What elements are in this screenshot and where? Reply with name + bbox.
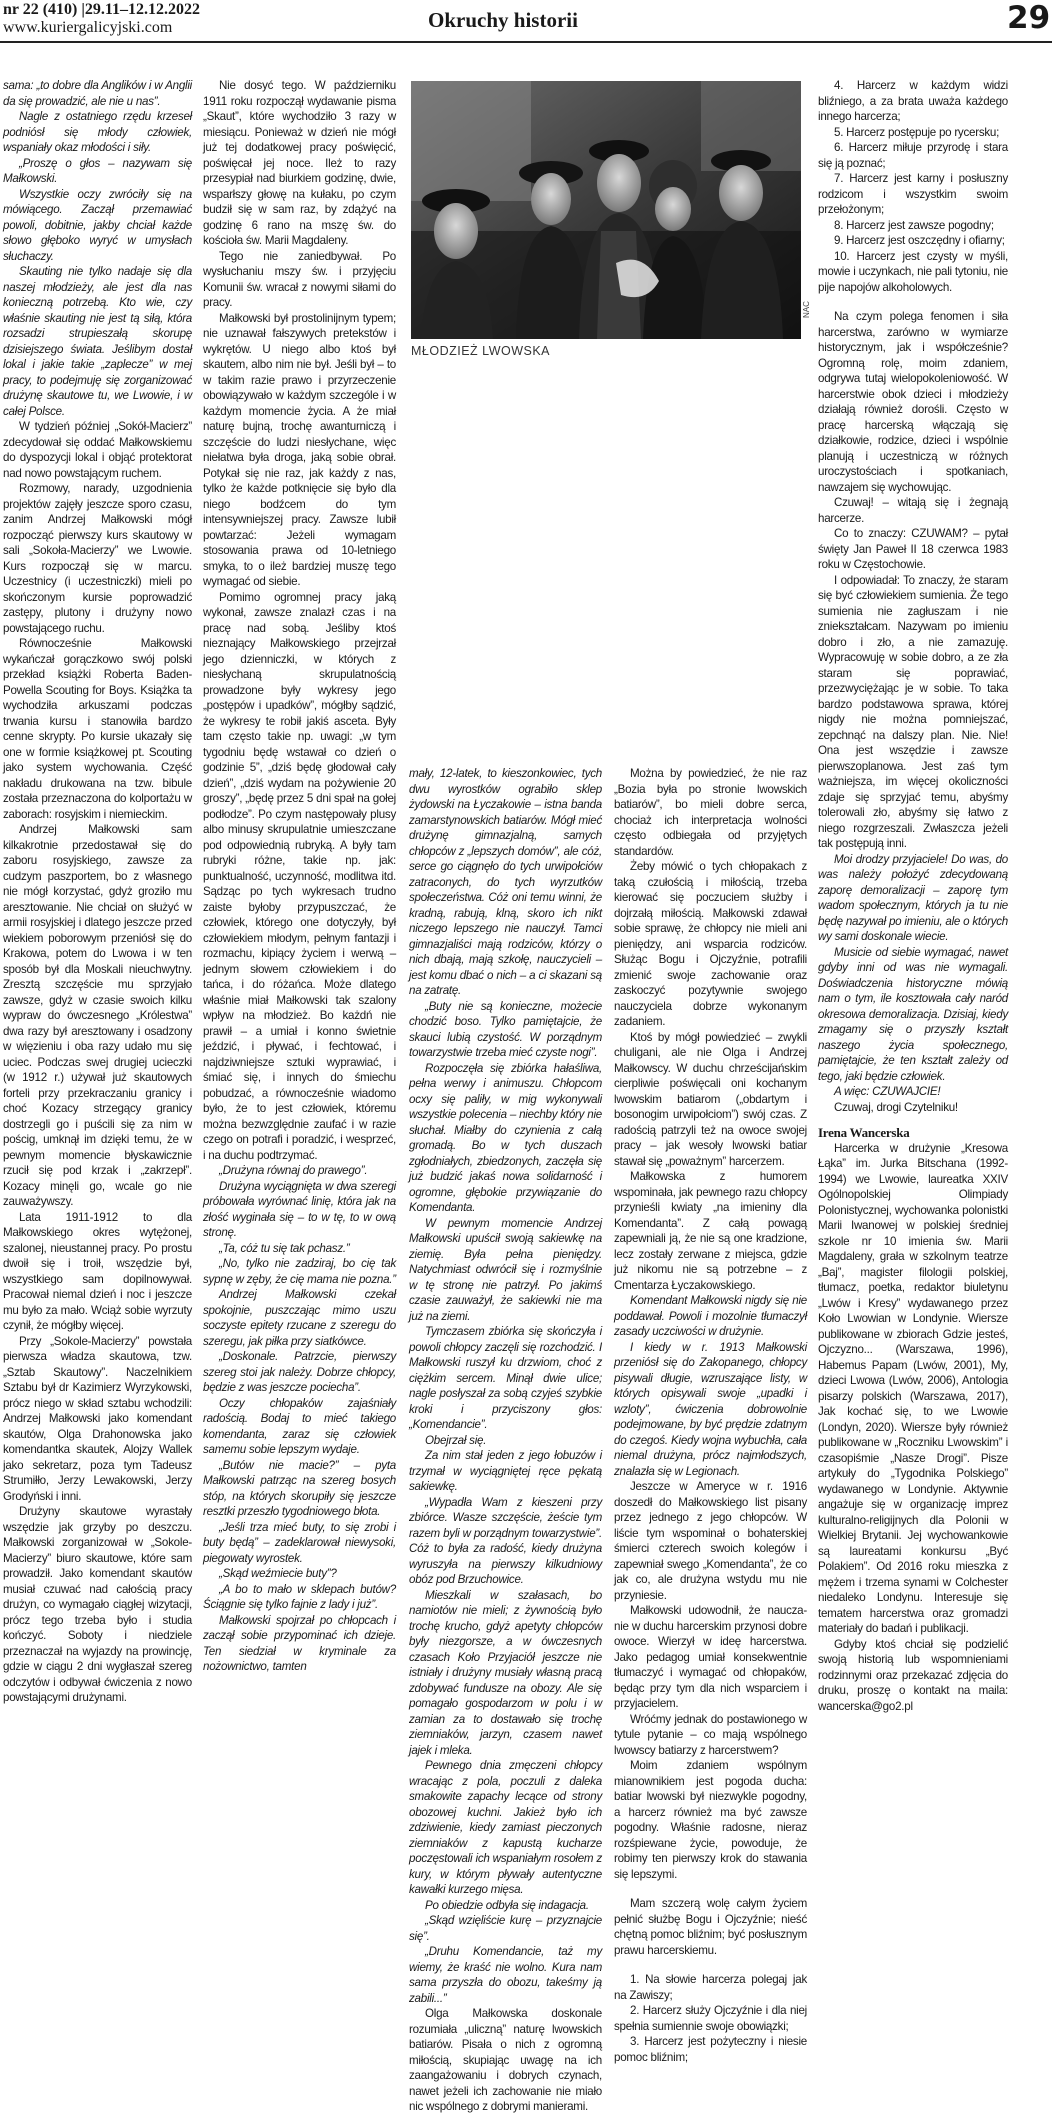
paragraph: Nie dosyć tego. W październiku 1911 roku rozpoczął wydawanie pisma „Skaut”, które wychodziło 3 razy w miesiącu. Ponieważ w dzień nie mógł już tej dodatkowej pracy poświęcić, poświęcał jej noce. Ileż to razy przesypiał nad biurkiem godzinę, dwie, wsparłszy głowę na kułaku, po czym budził się w sam raz, by zdążyć na godzinę 6 rano na mszę św. do kościoła św. Marii Magdaleny. [203, 79, 396, 247]
article-column-1 [3, 78, 192, 1704]
paragraph: Równocześnie Małkowski wykańczał gorączkowo swój polski przekład książki Roberta Baden-Powella Scouting for Boys. Książka ta wychodziła arkuszami podczas trwania kursu i stanowiła bardzo cenne skrypty. Po kursie ukazały się one w formie książkowej pt. Scouting jako system wychowania. Część nakładu drukowana na tzw. bibule została przeznaczona do kolportażu w zaborach: rosyjskim i niemieckim. [3, 637, 192, 821]
paragraph: „A bo to mało w sklepach butów? Ściągnie się tylko fajnie z lady i już”. [203, 1582, 396, 1611]
paragraph: 10. Harcerz jest czysty w myśli, mowie i uczynkach, nie pali tytoniu, nie pije napojów alkoholowych. [818, 249, 1008, 294]
paragraph: Jeszcze w Ameryce w r. 1916 doszedł do Małkowskiego list pisany przez jednego z jego chłopców. W liście tym wspominał o bohaterskiej śmierci czterech swoich kolegów i zapewniał swego „Komendanta”, że co jak co, ale drużyna wstydu mu nie przyniesie. [614, 1480, 807, 1602]
paragraph: 5. Harcerz postępuje po rycersku; [834, 125, 1000, 139]
paragraph: Lata 1911-1912 to dla Małkowskiego okres wytężonej, szalonej, nieustannej pracy. Po prostu dwoił się i troił, wszędzie był, wszystkiego sam dopilnowywał. Pracował niemal dzień i noc i jeszcze mu było za mało. Wciąż sobie wyrzuty czynił, że mógłby więcej. [3, 1210, 192, 1332]
paragraph: Rozpoczęła się zbiórka hałaśliwa, pełna werwy i animuszu. Chłopcom ocxy się paliły, w mig wykonywali wszystkie polecenia – niechby który nie słuchał. Miałby do czynienia z całą gromadą. Bo w tych duszach zgłodniałych, zbiedzonych, zaczęła się już budzić jakaś nowa solidarność i ogromne, głębokie przywiązanie do Komendanta. [409, 1061, 602, 1214]
paragraph: Andrzej Małkowski czekał spokojnie, puszczając mimo uszu soczyste epitety rzucane z szeregu do szeregu, jak piłka przy siatkówce. [203, 1288, 396, 1348]
paragraph: Harcerka w drużynie „Kresowa Łąka” im. Jurka Bitschana (1992-1994) we Lwowie, laureatka XXIV Ogólnopolskiej Olimpiady Polonistycznej, wychowanka polonistki Marii Iwanowej w polskiej średniej szkole nr 10 imienia św. Marii Magdaleny, grała w szkolnym teatrze „Baj”, magister filologii polskiej, tłumacz, poetka, redaktor biuletynu „Lwów i Kresy” wydawanego przez Koło Lwowian w Londynie. Wiersze publikowane w zbiorach Gdzie jesteś, Ojczyzno... (Warszawa, 1996), Habemus Papam (Lwów, 2001), My, dzieci Lwowa (Lwów, 2006), Antologia pisarzy polskich (Warszawa, 2017), Jak kochać się, to we Lwowie (Londyn, 2020). Wiersze były również publikowane w „Roczniku Lwowskim” i czasopiśmie „Nasze Drogi”. Pisze artykuły do „Tygodnika Polskiego” wydawanego w Londynie. Aktywnie angażuje się w organizację imprez kulturalno-religijnych dla Polonii w Wielkiej Brytanii. Jej wychowankowie są laureatami konkursu „Być Polakiem”. Od 2016 roku mieszka z mężem i trzema synami w Colchester niedaleko Londynu. Interesuje się tematem harcerstwa oraz gromadzi materiały do badań i publikacji. [818, 1141, 1008, 1635]
paragraph: Małkowski był prostolinijnym typem; nie uznawał fałszywych pretekstów i wykrętów. U niego albo ktoś był skautem, albo nim nie był. Jeśli był – to w takim razie prawo i przyrzeczenie obowiązywało w każdym szczególe i w każdym momencie życia. A że miał naturę bujną, trochę awanturniczą i szczęście do ludzi niesłychane, więc niełatwa była droga, jaką sobie obrał. Potykał się nie raz, jak każdy z nas, tylko że każde potknięcie się było dla niego bodźcem do tym intensywniejszej pracy. Zawsze lubił powtarzać: Jeżeli wymagam stosowania prawa od 10-letniego smyka, to o ileż bardziej muszę tego wymagać od siebie. [203, 311, 396, 588]
author-name: Irena Wancerska [818, 1125, 910, 1140]
paragraph: Obejrzał się. [425, 1433, 487, 1447]
issue-number: nr 22 (410) |29.11–12.12.2022 [3, 1, 201, 18]
paragraph: I odpowiadał: To znaczy, że staram się być człowiekiem sumienia. Że tego sumienia nie zagłuszam i nie zniekształcam. Nazywam po imieniu dobro i zło, a nie zamazuję. Wypracowuję w sobie dobro, a ze zła staram się poprawiać, przezwyciężając je w sobie. To taka bardzo podstawowa sprawa, której nigdy nie można pomniejszać, zepchnąć na dalszy plan. Nie. Nie! Ona jest wszędzie i zawsze pierwszoplanowa. Jest zaś tym ważniejsza, im więcej okoliczności zdaje się sprzyjać temu, abyśmy tolerowali zło, abyśmy się łatwo z niego rozgrzeszali. Zwłaszcza jeżeli tak postępują inni. [818, 573, 1008, 850]
paragraph: sama: „to dobre dla Anglików i w Anglii da się prowadzić, ale nie u nas”. [3, 79, 192, 108]
paragraph: „Ta, cóż tu się tak pchasz.” [219, 1241, 350, 1255]
paragraph: „No, tylko nie zadziraj, bo cię tak sypnę w zęby, że cię mama nie pozna.” [203, 1257, 396, 1286]
page-number: 29 [1007, 0, 1051, 36]
paragraph: Na czym polega fenomen i siła harcerstwa, zarówno w wymiarze historycznym, jak i współcześnie? Ogromną rolę, moim zdaniem, odgrywa tutaj wielopokoleniowość. W harcerstwie obok dzieci i młodzieży działają również dorośli. Często w pracę harcerską włączają się działkowie, rodzice, dzieci i wspólnie planują i uczestniczą w różnych uroczystościach i spotkaniach, nawzajem się wychowując. [818, 310, 1008, 494]
paragraph: Czuwaj! – witają się i żegnają harcerze. [818, 496, 1008, 525]
paragraph: „Skąd wzięliście kurę – przyznajcie się”. [409, 1914, 602, 1943]
paragraph: Pomimo ogromnej pracy jaką wykonał, zawsze znalazł czas i na pracę nad sobą. Jeśliby ktoś nieznający Małkowskiego przejrzał jego dzienniczki, w których z niesłychaną skrupulatnością prowadzone były wykresy jego „postępów i upadków”, mógłby sądzić, że wykresy te robił jakiś asceta. Były tam często takie np. uwagi: „w tym tygodniu będę wstawał co dzień o godzinie 5”, „dziś będę głodował cały dzień”, „dziś wydam na pożywienie 20 groszy”, „będę przez 5 dni spał na gołej podłodze”. Po czym następowały plusy albo minusy skrupulatnie umieszczane pod odpowiednią rubryką. A były tam rubryki różne, takie np. jak: punktualność, uczynność, modlitwa itd. Sądząc po tych wykresach trudno zaiste byłoby przypuszczać, że człowiek, którego one dotyczyły, był człowiekiem młodym, pełnym fantazji i rozmachu, kipiący życiem i werwą – jednym słowem człowiekiem i do tańca, i do różańca. Może dlatego właśnie miał Małkowski tak szalony wpływ na młodzież. Bo każdń nie prawił – a umiał i konno świetnie jeździć, i pływać, i fechtować, i najdziwniejsze sztuki wyprawiać, i śmiać się, i innych do śmiechu pobudzać, a równocześnie wiadomo było, że to jest człowiek, któremu można bezwzględnie zaufać i w razie czego on potrafi i poradzić, i wesprzeć, i na duchu podtrzymać. [203, 590, 396, 1162]
paragraph: Tymczasem zbiórka się skończyła i powoli chłopcy zaczęli się rozchodzić. I Małkowski ruszył ku drzwiom, choć z ciężkim sercem. Minął dwie ulice; nagle posłyszał za sobą czyjeś szybkie kroki i przyciszony głos: „Komendancie”. [409, 1325, 602, 1431]
paragraph: Gdyby ktoś chciał się podzielić swoją historią lub wspomnieniami rodzinnymi oraz przekazać zdjęcia do druku, proszę o kontakt na maila: wancerska@go2.pl [818, 1637, 1008, 1713]
paragraph: „Buty nie są konieczne, możecie chodzić boso. Tylko pamiętajcie, że skauci lubią czystość. W porządnym towarzystwie trzeba mieć czyste nogi”. [409, 999, 602, 1059]
paragraph: Tego nie zaniedbywał. Po wysłuchaniu mszy św. i przyjęciu Komunii św. wracał z nowymi siłami do pracy. [203, 249, 396, 309]
header-rule [0, 41, 1052, 43]
paragraph: „Drużyna równaj do prawego”. [219, 1164, 368, 1177]
paragraph: „Proszę o głos – nazywam się Małkowski. [3, 156, 192, 185]
paragraph: 6. Harcerz miłuje przyrodę i stara się ją poznać; [818, 141, 1008, 170]
paragraph: Wszystkie oczy zwróciły się na mówiącego. Zaczął przemawiać powoli, dobitnie, jakby chciał każde słowo głęboko wyryć w umysłach słuchaczy. [3, 187, 192, 263]
paragraph: 9. Harcerz jest oszczędny i ofiarny; [834, 234, 1005, 247]
paragraph: Małkowski spojrzał po chłopcach i zaczął sobie przypominać ich dzieje. Ten siedział w kryminale za nożownictwo, tamten [203, 1613, 396, 1673]
paragraph: Musicie od siebie wymagać, nawet gdyby inni od was nie wymagali. Doświadczenia historyczne mówią nam o tym, ile kosztowała cały naród okresowa demoralizacja. Dzisiaj, kiedy zmagamy się o przyszły kształt naszego życia społecznego, pamiętajcie, że ten kształt zależy od tego, jaki będzie człowiek. [818, 945, 1008, 1083]
paragraph: 3. Harcerz jest pożyteczny i niesie pomoc bliźnim; [614, 2035, 807, 2064]
paragraph: 8. Harcerz jest zawsze pogodny; [834, 218, 994, 232]
paragraph: W tydzień później „Sokół-Macierz” zdecydował się oddać Małkowskiemu do dyspozycji lokal i objąć protektorat nad nowo powstającym ruchem. [3, 420, 192, 480]
paragraph: 4. Harcerz w każdym widzi bliźniego, a za brata uważa każdego innego harcerza; [818, 79, 1008, 123]
paragraph: 7. Harcerz jest karny i posłuszny rodzicom i wszystkim swoim przełożonym; [818, 172, 1008, 216]
paragraph: Można by powiedzieć, że nie raz „Bozia była po stronie lwowskich batiarów”, bo mieli dobre serca, chociaż ich interpretacja wolności często odbiegała od przyjętych standardów. [614, 767, 807, 858]
paragraph: Andrzej Małkowski sam kilkakrotnie przedostawał się do zaboru rosyjskiego, zawsze za cudzym paszportem, bo z własnego nie mógł korzystać, gdyż groziło mu aresztowanie. Nie chciał on służyć w armii rosyjskiej i dlatego jeszcze przed wiekiem poborowym przeniósł się do Krakowa, potem do Lwowa i w ten sposób był dla Moskali nieuchwytny. Zresztą szczęście mu sprzyjało zawsze, gdyż w czasie swoich kilku wypraw do ówczesnego „Królestwa” dwa razy był aresztowany i osadzony w więzieniu i oba razy udało mu się uciec. Podczas swej drugiej ucieczki (w 1912 r.) używał już skautowych forteli przy przekraczaniu granicy i choć Kozacy strzegący granicy dostrzegli go i puścili się za nim w pościg, umknął im dzięki temu, że w pewnym momencie błyskawicznie rzucił się pod krzak i „zakrzepł”. Kozacy minęli go, wcale go nie zauważywszy. [3, 823, 192, 1208]
article-column-5 [818, 78, 1008, 1713]
paragraph: „Skąd weźmiecie buty”? [219, 1567, 337, 1580]
photo-boys-group [411, 81, 801, 339]
paragraph: „Jeśli trza mieć buty, to się zrobi i buty będą” – zadeklarował niewysoki, piegowaty wyrostek. [203, 1520, 396, 1565]
paragraph: Drużyny skautowe wyrastały wszędzie jak grzyby po deszczu. Małkowski zorganizował w „Sokole-Macierzy” biuro skautowe, które sam prowadził. Jako komendant skautów musiał czuwać nad całością pracy drużyn, co wymagało ciągłej wizytacji, prócz tego trzeba było i studia kończyć. Soboty i niedziele przeznaczał na wyjazdy na prowincję, gdzie w ciągu 2 dni wygłaszał szereg odczytów i odbywał ćwiczenia z nowo powstającymi drużynami. [3, 1505, 192, 1704]
section-title: Okruchy historii [428, 8, 578, 32]
paragraph: Wróćmy jednak do postawionego w tytule pytanie – co mają wspólnego lwowscy batiarzy z harcerstwem? [614, 1712, 807, 1757]
paragraph: „Butów nie macie?” – pyta Małkowski patrząc na szereg bosych stóp, na których skorupiły się jeszcze resztki przeszło tygodniowego błota. [203, 1458, 396, 1518]
paragraph: „Doskonale. Patrzcie, pierwszy szereg stoi jak należy. Dobrze chłopcy, będzie z was jeszcze pociecha”. [203, 1350, 396, 1394]
paragraph: Nagle z ostatniego rzędu krzeseł podniósł się młody człowiek, wspaniały okaz młodości i siły. [3, 110, 192, 154]
paragraph: 1. Na słowie harcerza polegaj jak na Zawiszy; [614, 1973, 807, 2002]
paragraph: Co to znaczy: CZUWAM? – pytał święty Jan Paweł II 18 czerwca 1983 roku w Częstochowie. [818, 527, 1008, 571]
paragraph: A więc: CZUWAJCIE! [834, 1085, 941, 1098]
article-column-2 [203, 78, 396, 1673]
paragraph: Drużyna wyciągnięta w dwa szeregi próbowała wyrównać linię, która jak na złość wyginała się – to w tę, to w ową stronę. [203, 1179, 396, 1239]
paragraph: Moi drodzy przyjaciele! Do was, do was należy położyć zdecydowaną zaporę demoralizacji – zaporę tym wadom społecznym, których ja tu nie będę nazywał po imieniu, ale o których wy sami doskonale wiecie. [818, 852, 1008, 943]
paragraph: „Druhu Komendancie, taż my wiemy, że kraść nie wolno. Kura nam sama przyszła do obozu, takeśmy ją zabili...” [409, 1945, 602, 2005]
paragraph: „Wypadła Wam z kieszeni przy zbiórce. Wasze szczęście, żeście tym razem byli w porządnym towarzystwie”. Cóż to była za radość, kiedy drużyna wyruszyła na pierwszy kilkudniowy obóz pod Brzuchowice. [409, 1495, 602, 1586]
page-header [0, 0, 1052, 62]
paragraph: Olga Małkowska doskonale rozumiała „uliczną” naturę lwowskich batiarów. Pisała o nich z ogromną miłością, skupiając uwagę na ich zaangażowaniu i dobrych czynach, nawet jeżeli ich zachowanie nie miało nic wspólnego z dobrymi manierami. [409, 2007, 602, 2113]
paragraph: Małkowska z humorem wspominała, jak pewnego razu chłopcy przynieśli kwiaty „na imieniny dla Komendanta”. Z całą powagą zapewniali ją, że nie są one kradzione, lecz zostały zerwane z miejsca, gdzie już nikomu nie są potrzebne – z Cmentarza Łyczakowskiego. [614, 1170, 807, 1292]
paragraph: Pewnego dnia zmęczeni chłopcy wracając z pola, poczuli z daleka smakowite zapachy lecące od strony obozowej kuchni. Jakież było ich zdziwienie, kiedy zamiast pieczonych ziemniaków z kapustą kucharze poczęstowali ich wspaniałym rosołem z kury, w którym pływały autentyczne kawałki kurzego mięsa. [409, 1759, 602, 1896]
paragraph: W pewnym momencie Andrzej Małkowski upuścił swoją sakiewkę na ziemię. Była pełna pieniędzy. Natychmiast odwrócił się i rozmyślnie w tę stronę nie patrzył. Po jakimś czasie zauważył, że sakiewki nie ma już na ziemi. [409, 1216, 602, 1323]
paragraph: Przy „Sokole-Macierzy” powstała pierwsza władza skautowa, tzw. „Sztab Skautowy”. Naczelnikiem Sztabu był dr Kazimierz Wyrzykowski, prócz niego w skład sztabu wchodzili: Andrzej Małkowski jako komendant skautów, Olga Drahonowska jako komendantka skautek, Alojzy Wallek jako sekretarz, poza tym Tadeusz Strumiłło, Jerzy Lewakowski, Jerzy Grodyński i inni. [3, 1334, 192, 1503]
paragraph: Ktoś by mógł powiedzieć – zwykli chuligani, ale nie Olga i Andrzej Małkowscy. W duchu chrześcijańskim cierpliwie poświęcali oni kochanym lwowskim batiarom („obdartym i bosonogim urwipołciom”) swój czas. Z radością patrzyli też na owoce swojej pracy – jak wesoły lwowski batiar stawał się „poważnym” harcerzem. [614, 1030, 807, 1168]
paragraph: Rozmowy, narady, uzgodnienia projektów zajęły jeszcze sporo czasu, zanim Andrzej Małkowski mógł rozpocząć pierwszy kurs skautowy w sali „Sokoła-Macierzy” we Lwowie. Kurs rozpoczął się w marcu. Uczestnicy (i uczestniczki) mieli po skończonym kursie poprowadzić zastępy, plutony i drużyny nowo powstającego ruchu. [3, 482, 192, 635]
paragraph: Moim zdaniem wspólnym mianownikiem jest pogoda ducha: batiar lwowski był niezwykle pogodny, a harcerz również ma być zawsze pogodny. Właśnie radosne, nieraz rozśpiewane życie, powoduje, że robimy ten pierwszy krok do stawania się lepszymi. [614, 1759, 807, 1881]
article-column-4 [614, 766, 807, 2064]
paragraph: Żeby mówić o tych chłopakach z taką czułością i miłością, trzeba kierować się poczuciem służby i dojrzałą miłością. Małkowski zdawał sobie sprawę, że chłopcy nie mieli ani pieniędzy, ani wsparcia rodziców. Służąc Bogu i Ojczyźnie, potrafili zmienić swoje zachowanie oraz zaskoczyć pozytywnie swojego nauczyciela dobrze wykonanym zadaniem. [614, 860, 807, 1028]
article-column-3 [409, 766, 602, 2113]
paragraph: Mam szczerą wolę całym życiem pełnić służbę Bogu i Ojczyźnie; nieść chętną pomoc bliźnim; być posłusznym prawu harcerskiemu. [614, 1897, 807, 1957]
paragraph: Czuwaj, drogi Czytelniku! [834, 1100, 958, 1114]
paragraph: I kiedy w r. 1913 Małkowski przeniósł się do Zakopanego, chłopcy pisywali długie, wzruszające listy, w których opisywali swoje „upadki i wzloty”, ćwiczenia dobrowolnie podejmowane, by być prędzie zdatnym do czegoś. Kiedy wojna wybuchła, cała niemal drużyna, prócz najmłodszych, znalazła się w Legionach. [614, 1340, 807, 1478]
paragraph: Małkowski udowodnił, że naucza-nie w duchu harcerskim przynosi dobre owoce. Wierzył w ideę harcerstwa. Jako pedagog umiał konsekwentnie tłumaczyć i wymagać od chłopaków, będąc przy tym dla nich wsparciem i przyjacielem. [614, 1604, 807, 1710]
paragraph: Za nim stał jeden z jego łobuzów i trzymał w wyciągniętej ręce pękatą sakiewkę. [409, 1449, 602, 1493]
paragraph: Skauting nie tylko nadaje się dla naszej młodzieży, ale jest dla nas konieczną potrzebą. Kto wie, czy właśnie skauting nie jest tą siłą, która rozsadzi strupieszałą skorupę dzisiejszego świata. Jeślibym dostał lokal i jakie takie „zaplecze” w mej pracy, to podejmuję się zorganizować drużynę skautowe tu, we Lwowie, i w całej Polsce. [3, 265, 192, 418]
website-url[interactable]: www.kuriergalicyjski.com [3, 19, 173, 36]
photo-credit: NAC [802, 301, 811, 318]
photo-caption: MŁODZIEŻ LWOWSKA [411, 344, 551, 358]
paragraph: Mieszkali w szałasach, bo namiotów nie mieli; z żywnością było trochę krucho, gdyż apetyty chłopców były niezgorsze, a w ówczesnych czasach Koło Przyjaciół jeszcze nie istniały i drużyny musiały własną pracą zdobywać fundusze na obozy. Ale się pomagało gospodarzom w polu i w zamian za to dostawało się trochę ziemniaków, jarzyn, czasem nawet jajek i mleka. [409, 1588, 602, 1757]
paragraph: Komendant Małkowski nigdy się nie poddawał. Powoli i mozolnie tłumaczył zasady uczciwości w drużynie. [614, 1294, 807, 1338]
historical-photo [411, 81, 801, 339]
paragraph: Po obiedzie odbyła się indagacja. [425, 1898, 589, 1912]
paragraph: mały, 12-latek, to kieszonkowiec, tych dwu wyrostków ograbiło sklep żydowski na Łyczakowie – istna banda zamarstynowskich batiarów. Mógł mieć drużynę gimnazjalną, samych chłopców z „lepszych domów”, ale cóż, serce go ciągnęło do tych urwipołciów zatraconych, do tych wyrzutków społeczeństwa. Cóż oni temu winni, że kradną, rabują, klną, skoro ich nikt niczego lepszego nie nauczył. Tamci gimnazjaliści mają rodziców, którzy o nich dbają, mają szkołę, nauczycieli – jest komu dbać o nich – a ci skazani są na zatratę. [409, 767, 602, 997]
paragraph: Oczy chłopaków zajaśniały radością. Bodaj to mieć takiego komendanta, zaraz się człowiek samemu sobie lepszym wydaje. [203, 1396, 396, 1456]
paragraph: 2. Harcerz służy Ojczyźnie i dla niej spełnia sumiennie swoje obowiązki; [614, 2004, 807, 2033]
